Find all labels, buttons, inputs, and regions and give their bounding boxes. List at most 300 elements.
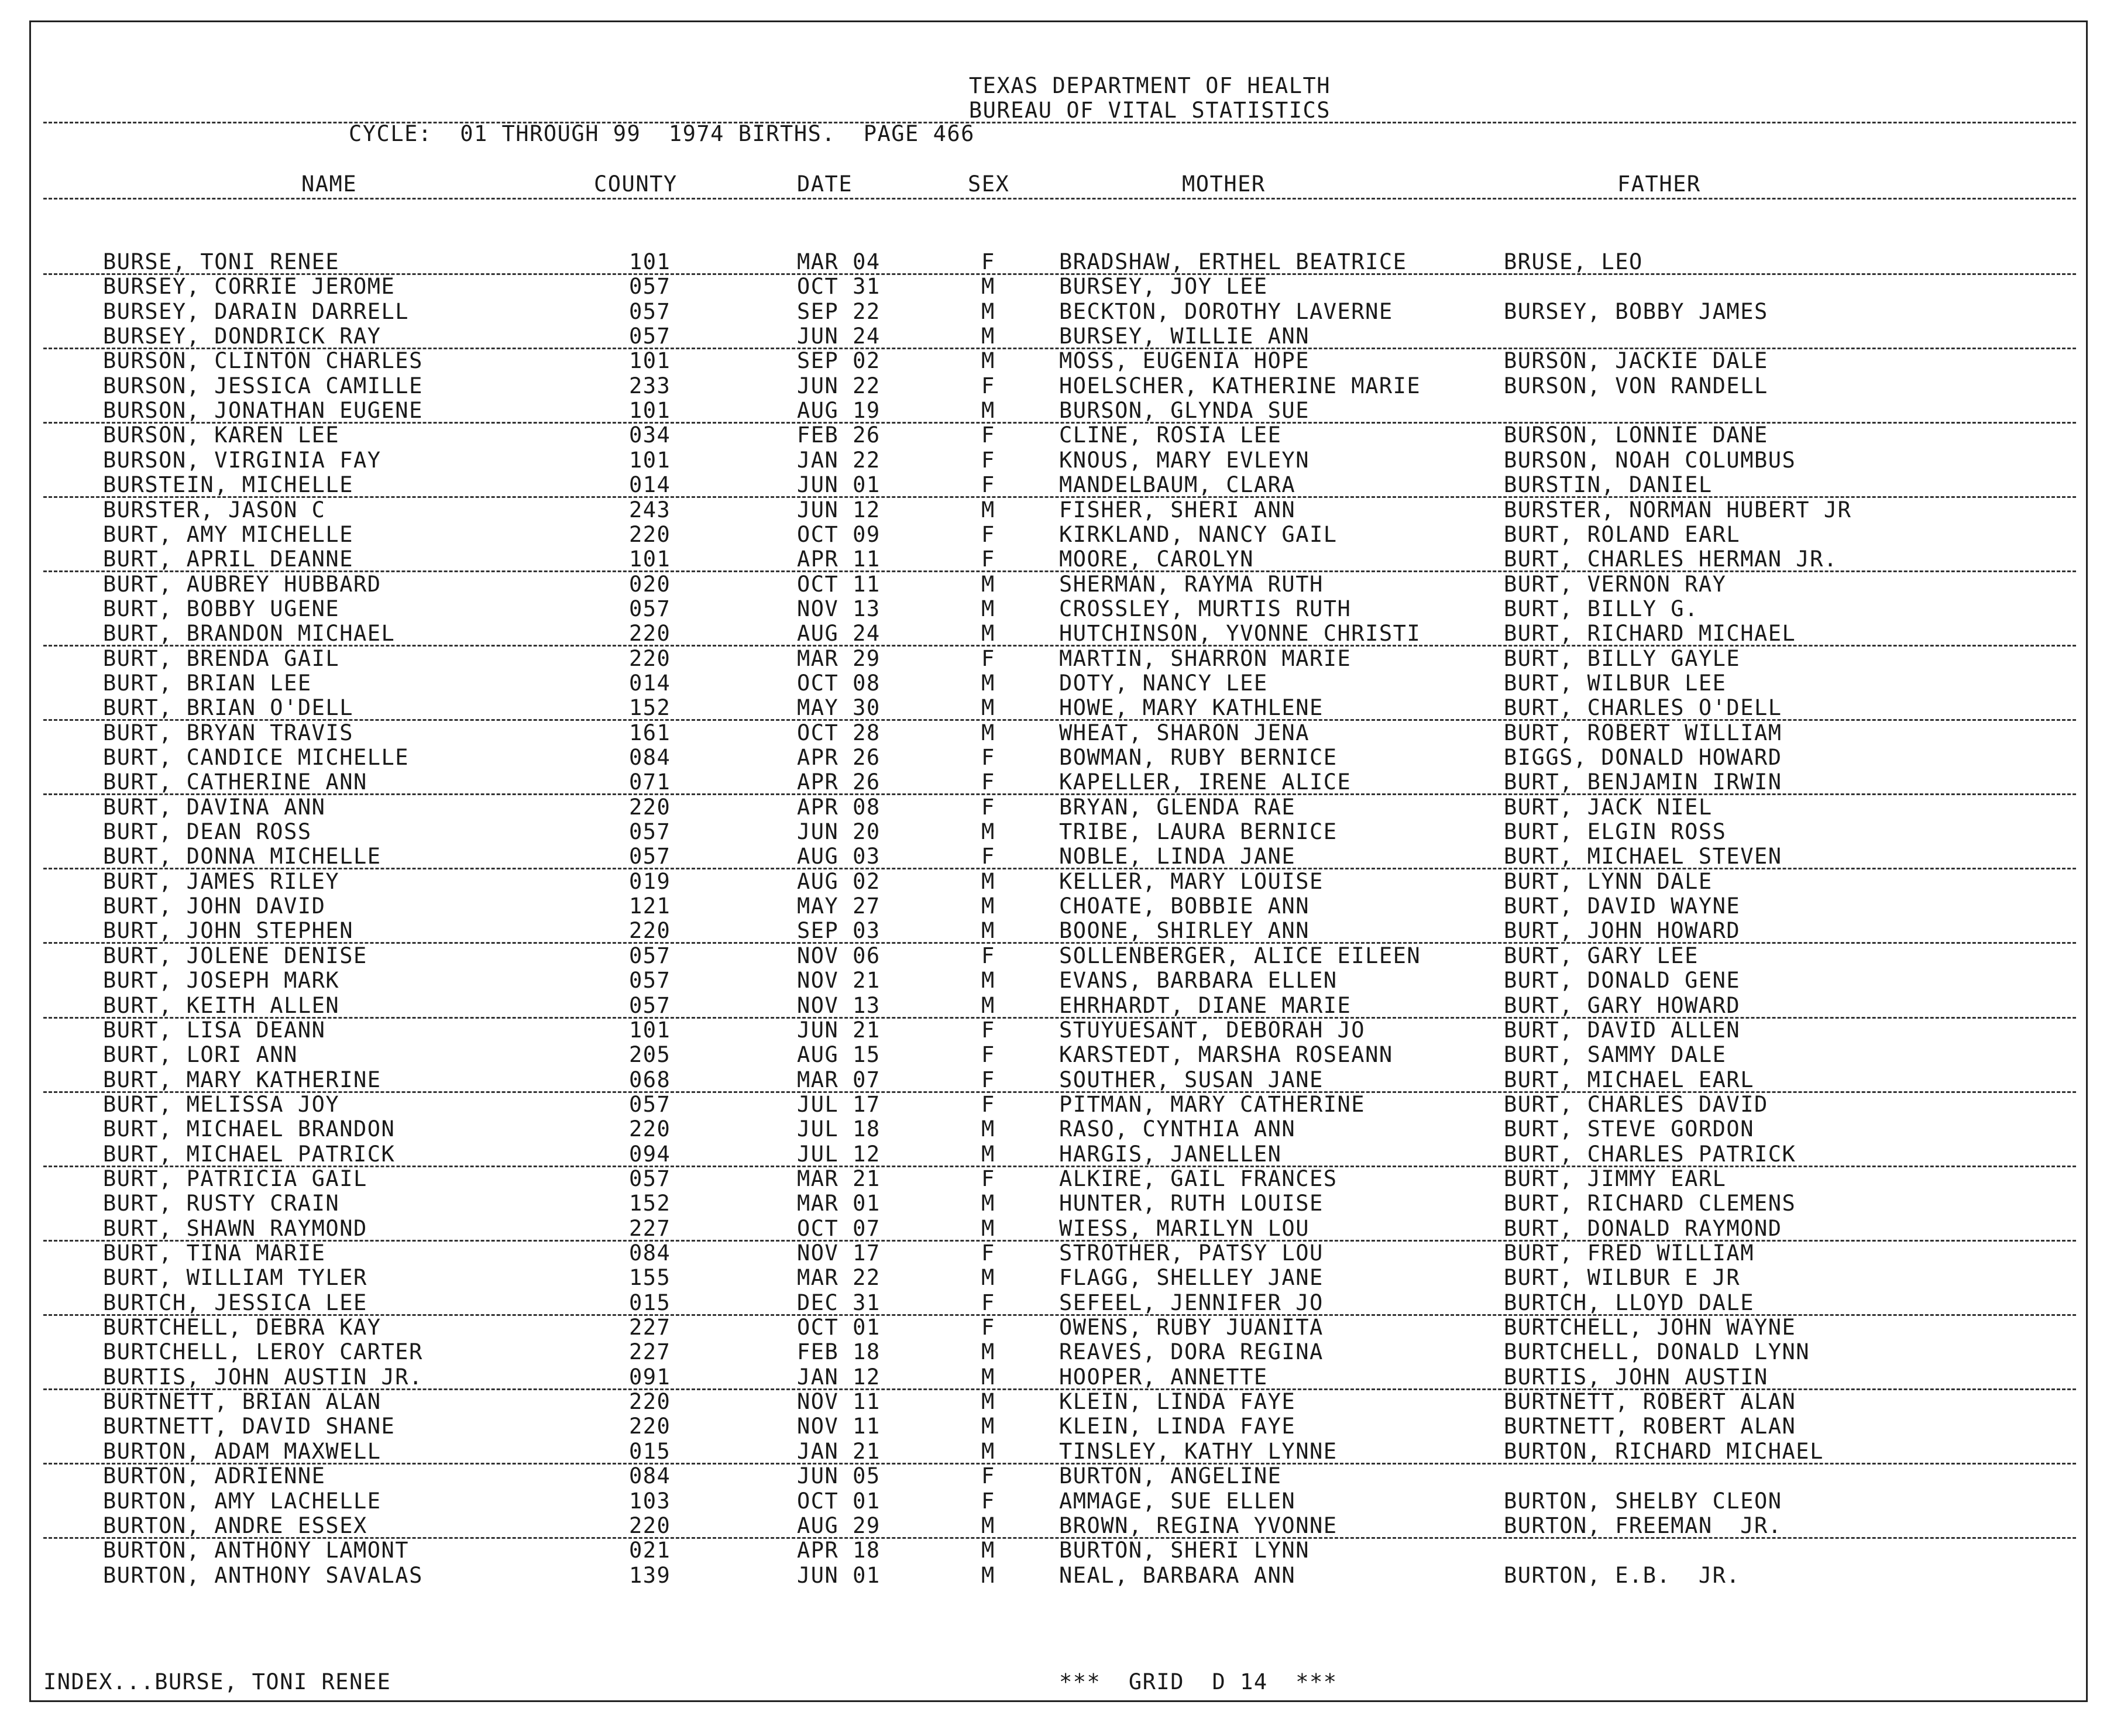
- cell-mother: HARGIS, JANELLEN: [1059, 1141, 1282, 1167]
- table-row: [0, 1216, 2117, 1241]
- cell-date: AUG 29: [797, 1512, 881, 1538]
- cell-mother: KLEIN, LINDA FAYE: [1059, 1389, 1296, 1415]
- cell-county: 057: [629, 943, 671, 968]
- cell-county: 057: [629, 298, 671, 324]
- cell-name: BURTNETT, DAVID SHANE: [103, 1414, 396, 1439]
- cell-date: AUG 15: [797, 1042, 881, 1068]
- cell-sex: M: [981, 348, 995, 374]
- cell-date: AUG 02: [797, 868, 881, 894]
- cell-date: JUN 22: [797, 373, 881, 398]
- cell-sex: M: [981, 1215, 995, 1241]
- cell-name: BURT, CANDICE MICHELLE: [103, 745, 410, 770]
- cell-sex: M: [981, 324, 995, 349]
- cell-father: BURT, RICHARD CLEMENS: [1504, 1191, 1796, 1216]
- cell-date: NOV 11: [797, 1389, 881, 1415]
- table-row: [0, 671, 2117, 696]
- cell-father: BURTCHELL, JOHN WAYNE: [1504, 1315, 1796, 1340]
- cell-mother: KARSTEDT, MARSHA ROSEANN: [1059, 1042, 1393, 1068]
- cell-father: BURT, JOHN HOWARD: [1504, 918, 1741, 944]
- cell-date: MAR 29: [797, 645, 881, 671]
- cell-mother: BROWN, REGINA YVONNE: [1059, 1512, 1338, 1538]
- table-row: [0, 547, 2117, 572]
- cell-sex: F: [981, 1315, 995, 1340]
- cell-father: BURSEY, BOBBY JAMES: [1504, 298, 1768, 324]
- cell-county: 019: [629, 868, 671, 894]
- cell-date: NOV 17: [797, 1240, 881, 1266]
- cell-father: BURTIS, JOHN AUSTIN: [1504, 1364, 1768, 1390]
- cell-sex: F: [981, 794, 995, 820]
- cell-father: BURT, STEVE GORDON: [1504, 1116, 1754, 1142]
- cell-county: 057: [629, 324, 671, 349]
- cell-county: 220: [629, 1414, 671, 1439]
- cell-mother: KLEIN, LINDA FAYE: [1059, 1414, 1296, 1439]
- cell-date: MAR 22: [797, 1265, 881, 1291]
- cell-county: 220: [629, 1116, 671, 1142]
- cell-sex: M: [981, 1562, 995, 1588]
- cell-date: SEP 03: [797, 918, 881, 944]
- cell-county: 020: [629, 571, 671, 597]
- cell-mother: BURSON, GLYNDA SUE: [1059, 398, 1310, 424]
- cell-father: BURSTIN, DANIEL: [1504, 472, 1713, 498]
- table-row: [0, 324, 2117, 349]
- table-row: [0, 1068, 2117, 1092]
- cell-name: BURTCHELL, DEBRA KAY: [103, 1315, 382, 1340]
- cell-mother: FISHER, SHERI ANN: [1059, 497, 1296, 522]
- cell-sex: M: [981, 819, 995, 845]
- cell-name: BURSTER, JASON C: [103, 497, 326, 522]
- table-row: [0, 1092, 2117, 1117]
- cell-name: BURT, KEITH ALLEN: [103, 992, 340, 1018]
- cell-county: 220: [629, 645, 671, 671]
- cell-county: 101: [629, 447, 671, 473]
- cell-county: 071: [629, 769, 671, 795]
- cell-sex: F: [981, 745, 995, 770]
- table-row: [0, 844, 2117, 869]
- cell-name: BURTCHELL, LEROY CARTER: [103, 1339, 423, 1365]
- cell-father: BURTON, RICHARD MICHAEL: [1504, 1438, 1824, 1464]
- cell-father: BURTNETT, ROBERT ALAN: [1504, 1414, 1796, 1439]
- table-row: [0, 1191, 2117, 1216]
- cell-date: FEB 18: [797, 1339, 881, 1365]
- cell-date: APR 11: [797, 546, 881, 572]
- cell-mother: BECKTON, DOROTHY LAVERNE: [1059, 298, 1393, 324]
- cell-county: 220: [629, 794, 671, 820]
- cell-county: 161: [629, 720, 671, 745]
- cell-name: BURT, TINA MARIE: [103, 1240, 326, 1266]
- cell-date: NOV 13: [797, 596, 881, 621]
- cell-father: BURT, MICHAEL STEVEN: [1504, 844, 1782, 869]
- cell-mother: SEFEEL, JENNIFER JO: [1059, 1290, 1324, 1315]
- cell-county: 227: [629, 1339, 671, 1365]
- cell-date: OCT 31: [797, 274, 881, 300]
- cell-mother: WHEAT, SHARON JENA: [1059, 720, 1310, 745]
- cell-date: APR 08: [797, 794, 881, 820]
- table-row: [0, 1489, 2117, 1514]
- cell-father: BIGGS, DONALD HOWARD: [1504, 745, 1782, 770]
- cell-sex: F: [981, 1042, 995, 1068]
- cell-date: JUL 12: [797, 1141, 881, 1167]
- table-row: [0, 894, 2117, 919]
- cell-mother: PITMAN, MARY CATHERINE: [1059, 1091, 1366, 1117]
- cell-sex: F: [981, 249, 995, 274]
- table-row: [0, 696, 2117, 720]
- table-row: [0, 968, 2117, 993]
- cell-mother: SOLLENBERGER, ALICE EILEEN: [1059, 943, 1421, 968]
- cell-mother: FLAGG, SHELLEY JANE: [1059, 1265, 1324, 1291]
- cell-name: BURSON, JESSICA CAMILLE: [103, 373, 423, 398]
- cell-father: BURT, DAVID ALLEN: [1504, 1017, 1741, 1043]
- cell-date: SEP 02: [797, 348, 881, 374]
- cell-sex: M: [981, 1389, 995, 1415]
- cell-name: BURT, CATHERINE ANN: [103, 769, 367, 795]
- cell-mother: CROSSLEY, MURTIS RUTH: [1059, 596, 1352, 621]
- cell-name: BURSON, VIRGINIA FAY: [103, 447, 382, 473]
- cell-county: 094: [629, 1141, 671, 1167]
- table-row: [0, 1340, 2117, 1364]
- cell-date: OCT 11: [797, 571, 881, 597]
- cell-date: MAY 30: [797, 695, 881, 721]
- cell-mother: SOUTHER, SUSAN JANE: [1059, 1067, 1324, 1092]
- cell-date: JAN 12: [797, 1364, 881, 1390]
- cell-county: 014: [629, 472, 671, 498]
- cell-name: BURT, MARY KATHERINE: [103, 1067, 382, 1092]
- column-header-father: FATHER: [1617, 171, 1701, 197]
- cell-date: MAY 27: [797, 893, 881, 919]
- cell-name: BURT, MICHAEL BRANDON: [103, 1116, 396, 1142]
- cell-date: JUN 05: [797, 1463, 881, 1489]
- cell-county: 057: [629, 819, 671, 845]
- cell-sex: F: [981, 769, 995, 795]
- cell-father: BURSON, NOAH COLUMBUS: [1504, 447, 1796, 473]
- cell-father: BURSON, LONNIE DANE: [1504, 422, 1768, 448]
- cell-date: JUL 18: [797, 1116, 881, 1142]
- cell-father: BURT, CHARLES O'DELL: [1504, 695, 1782, 721]
- cell-mother: CHOATE, BOBBIE ANN: [1059, 893, 1310, 919]
- cell-name: BURT, AMY MICHELLE: [103, 521, 353, 547]
- cell-county: 101: [629, 1017, 671, 1043]
- cell-sex: M: [981, 695, 995, 721]
- cell-county: 021: [629, 1538, 671, 1563]
- cell-county: 057: [629, 1166, 671, 1191]
- cell-date: OCT 07: [797, 1215, 881, 1241]
- cell-mother: KNOUS, MARY EVLEYN: [1059, 447, 1310, 473]
- table-row: [0, 1142, 2117, 1167]
- cell-sex: M: [981, 1191, 995, 1216]
- cell-county: 091: [629, 1364, 671, 1390]
- cell-sex: F: [981, 1463, 995, 1489]
- cell-date: OCT 01: [797, 1488, 881, 1514]
- cell-sex: F: [981, 1488, 995, 1514]
- cell-name: BURSE, TONI RENEE: [103, 249, 340, 274]
- cell-date: MAR 21: [797, 1166, 881, 1191]
- cell-date: OCT 01: [797, 1315, 881, 1340]
- table-row: [0, 1167, 2117, 1191]
- cell-mother: BRYAN, GLENDA RAE: [1059, 794, 1296, 820]
- cell-mother: STUYUESANT, DEBORAH JO: [1059, 1017, 1366, 1043]
- column-header-county: COUNTY: [594, 171, 678, 197]
- cell-father: BURTNETT, ROBERT ALAN: [1504, 1389, 1796, 1415]
- cell-father: BURT, BENJAMIN IRWIN: [1504, 769, 1782, 795]
- cell-date: JUL 17: [797, 1091, 881, 1117]
- cell-date: JUN 12: [797, 497, 881, 522]
- table-row: [0, 1241, 2117, 1266]
- cell-mother: MOSS, EUGENIA HOPE: [1059, 348, 1310, 374]
- cell-name: BURT, RUSTY CRAIN: [103, 1191, 340, 1216]
- cell-mother: DOTY, NANCY LEE: [1059, 670, 1268, 696]
- cell-sex: M: [981, 1364, 995, 1390]
- cell-name: BURTON, ANTHONY SAVALAS: [103, 1562, 423, 1588]
- cell-sex: F: [981, 645, 995, 671]
- table-row: [0, 274, 2117, 299]
- cell-father: BURSTER, NORMAN HUBERT JR: [1504, 497, 1852, 522]
- cell-sex: F: [981, 1240, 995, 1266]
- cell-name: BURT, BRIAN LEE: [103, 670, 312, 696]
- cell-name: BURT, PATRICIA GAIL: [103, 1166, 367, 1191]
- cell-name: BURSON, KAREN LEE: [103, 422, 340, 448]
- cell-name: BURT, LORI ANN: [103, 1042, 298, 1068]
- column-header-mother: MOTHER: [1182, 171, 1266, 197]
- cell-father: BURT, RICHARD MICHAEL: [1504, 621, 1796, 647]
- cell-name: BURT, JOLENE DENISE: [103, 943, 367, 968]
- table-row: [0, 300, 2117, 324]
- cell-name: BURTCH, JESSICA LEE: [103, 1290, 367, 1315]
- cell-date: APR 26: [797, 745, 881, 770]
- cell-sex: M: [981, 670, 995, 696]
- cell-county: 220: [629, 1389, 671, 1415]
- cell-father: BURT, JACK NIEL: [1504, 794, 1713, 820]
- cell-mother: HOOPER, ANNETTE: [1059, 1364, 1268, 1390]
- cell-name: BURT, DAVINA ANN: [103, 794, 326, 820]
- cell-date: JUN 01: [797, 1562, 881, 1588]
- cell-date: JUN 24: [797, 324, 881, 349]
- cell-date: AUG 24: [797, 621, 881, 647]
- cell-father: BURTCHELL, DONALD LYNN: [1504, 1339, 1810, 1365]
- cell-date: JUN 20: [797, 819, 881, 845]
- table-row: [0, 1439, 2117, 1464]
- cell-date: AUG 03: [797, 844, 881, 869]
- cell-mother: OWENS, RUBY JUANITA: [1059, 1315, 1324, 1340]
- cell-mother: BURTON, ANGELINE: [1059, 1463, 1282, 1489]
- table-row: [0, 423, 2117, 448]
- cell-date: MAR 01: [797, 1191, 881, 1216]
- cell-county: 220: [629, 918, 671, 944]
- cell-father: BURT, GARY HOWARD: [1504, 992, 1741, 1018]
- cell-sex: M: [981, 1141, 995, 1167]
- cell-sex: F: [981, 943, 995, 968]
- cell-sex: M: [981, 571, 995, 597]
- cell-father: BURT, BILLY GAYLE: [1504, 645, 1741, 671]
- cell-county: 101: [629, 546, 671, 572]
- cell-county: 084: [629, 1463, 671, 1489]
- table-row: [0, 919, 2117, 943]
- cell-county: 057: [629, 274, 671, 300]
- cell-name: BURT, JAMES RILEY: [103, 868, 340, 894]
- cell-mother: HOELSCHER, KATHERINE MARIE: [1059, 373, 1421, 398]
- cell-county: 152: [629, 1191, 671, 1216]
- column-header-sex: SEX: [968, 171, 1010, 197]
- column-header-divider: [43, 198, 2076, 200]
- table-row: [0, 944, 2117, 968]
- cell-father: BURT, ROBERT WILLIAM: [1504, 720, 1782, 745]
- cell-sex: M: [981, 992, 995, 1018]
- cell-date: JAN 22: [797, 447, 881, 473]
- table-row: [0, 1117, 2117, 1142]
- cell-county: 057: [629, 596, 671, 621]
- cell-date: OCT 08: [797, 670, 881, 696]
- cell-county: 243: [629, 497, 671, 522]
- cell-sex: F: [981, 1091, 995, 1117]
- cell-name: BURT, AUBREY HUBBARD: [103, 571, 382, 597]
- grid-label: *** GRID D 14 ***: [1059, 1669, 1338, 1694]
- cell-county: 233: [629, 373, 671, 398]
- cell-sex: F: [981, 844, 995, 869]
- cell-name: BURSEY, DONDRICK RAY: [103, 324, 382, 349]
- cell-name: BURT, LISA DEANN: [103, 1017, 326, 1043]
- table-row: [0, 994, 2117, 1018]
- cell-sex: M: [981, 274, 995, 300]
- cell-father: BURT, BILLY G.: [1504, 596, 1699, 621]
- cell-sex: F: [981, 373, 995, 398]
- cell-name: BURT, APRIL DEANNE: [103, 546, 353, 572]
- cell-father: BURT, MICHAEL EARL: [1504, 1067, 1754, 1092]
- cell-county: 220: [629, 621, 671, 647]
- table-row: [0, 721, 2117, 745]
- cell-name: BURSON, CLINTON CHARLES: [103, 348, 423, 374]
- table-row: [0, 745, 2117, 770]
- cell-sex: F: [981, 447, 995, 473]
- cell-father: BURT, GARY LEE: [1504, 943, 1699, 968]
- cell-father: BURSON, JACKIE DALE: [1504, 348, 1768, 374]
- cell-name: BURT, DONNA MICHELLE: [103, 844, 382, 869]
- cell-county: 101: [629, 249, 671, 274]
- table-row: [0, 1414, 2117, 1439]
- table-row: [0, 1514, 2117, 1538]
- table-row: [0, 1291, 2117, 1315]
- cell-father: BURT, CHARLES DAVID: [1504, 1091, 1768, 1117]
- cell-county: 084: [629, 745, 671, 770]
- cell-sex: M: [981, 298, 995, 324]
- cell-county: 015: [629, 1438, 671, 1464]
- bureau-title: BUREAU OF VITAL STATISTICS: [968, 98, 1331, 123]
- cell-county: 101: [629, 398, 671, 424]
- cell-father: BURT, DONALD GENE: [1504, 968, 1741, 994]
- cell-sex: M: [981, 868, 995, 894]
- cell-date: OCT 09: [797, 521, 881, 547]
- cell-date: NOV 06: [797, 943, 881, 968]
- cell-mother: BOWMAN, RUBY BERNICE: [1059, 745, 1338, 770]
- cell-name: BURT, BRANDON MICHAEL: [103, 621, 396, 647]
- cell-date: NOV 13: [797, 992, 881, 1018]
- cell-mother: TINSLEY, KATHY LYNNE: [1059, 1438, 1338, 1464]
- table-row: [0, 647, 2117, 671]
- cell-date: JUN 21: [797, 1017, 881, 1043]
- table-row: [0, 1563, 2117, 1588]
- cell-sex: F: [981, 1067, 995, 1092]
- cell-name: BURT, BOBBY UGENE: [103, 596, 340, 621]
- cell-name: BURT, BRIAN O'DELL: [103, 695, 353, 721]
- cell-sex: F: [981, 422, 995, 448]
- cycle-line: CYCLE: 01 THROUGH 99 1974 BIRTHS. PAGE 466: [349, 121, 975, 146]
- cell-father: BURTCH, LLOYD DALE: [1504, 1290, 1754, 1315]
- cell-mother: STROTHER, PATSY LOU: [1059, 1240, 1324, 1266]
- cell-father: BURT, WILBUR LEE: [1504, 670, 1727, 696]
- cell-name: BURTNETT, BRIAN ALAN: [103, 1389, 382, 1415]
- cell-county: 220: [629, 521, 671, 547]
- cell-name: BURT, MICHAEL PATRICK: [103, 1141, 396, 1167]
- cell-sex: M: [981, 1512, 995, 1538]
- table-row: [0, 398, 2117, 423]
- cell-name: BURT, JOHN DAVID: [103, 893, 326, 919]
- cell-name: BURT, MELISSA JOY: [103, 1091, 340, 1117]
- cell-mother: REAVES, DORA REGINA: [1059, 1339, 1324, 1365]
- cell-date: AUG 19: [797, 398, 881, 424]
- cell-name: BURT, JOHN STEPHEN: [103, 918, 353, 944]
- table-row: [0, 770, 2117, 795]
- cell-county: 068: [629, 1067, 671, 1092]
- cell-date: JAN 21: [797, 1438, 881, 1464]
- cell-name: BURT, SHAWN RAYMOND: [103, 1215, 367, 1241]
- cell-county: 014: [629, 670, 671, 696]
- cell-county: 152: [629, 695, 671, 721]
- cell-mother: RASO, CYNTHIA ANN: [1059, 1116, 1296, 1142]
- cell-sex: F: [981, 521, 995, 547]
- cell-mother: MARTIN, SHARRON MARIE: [1059, 645, 1352, 671]
- cell-mother: EVANS, BARBARA ELLEN: [1059, 968, 1338, 994]
- table-row: [0, 1390, 2117, 1414]
- cell-sex: F: [981, 1017, 995, 1043]
- cell-sex: M: [981, 720, 995, 745]
- table-row: [0, 795, 2117, 820]
- cell-county: 121: [629, 893, 671, 919]
- cell-name: BURT, DEAN ROSS: [103, 819, 312, 845]
- cell-mother: BRADSHAW, ERTHEL BEATRICE: [1059, 249, 1407, 274]
- cell-sex: M: [981, 918, 995, 944]
- cell-mother: MANDELBAUM, CLARA: [1059, 472, 1296, 498]
- cell-date: APR 18: [797, 1538, 881, 1563]
- cell-mother: HUTCHINSON, YVONNE CHRISTI: [1059, 621, 1421, 647]
- cell-mother: NEAL, BARBARA ANN: [1059, 1562, 1296, 1588]
- cell-county: 084: [629, 1240, 671, 1266]
- table-row: [0, 572, 2117, 597]
- table-row: [0, 1365, 2117, 1390]
- table-row: [0, 820, 2117, 844]
- cell-father: BURSON, VON RANDELL: [1504, 373, 1768, 398]
- cell-father: BURTON, SHELBY CLEON: [1504, 1488, 1782, 1514]
- column-header-date: DATE: [797, 171, 853, 197]
- cell-name: BURTON, ADAM MAXWELL: [103, 1438, 382, 1464]
- cell-sex: F: [981, 1290, 995, 1315]
- cell-county: 205: [629, 1042, 671, 1068]
- cell-date: NOV 11: [797, 1414, 881, 1439]
- table-row: [0, 522, 2117, 547]
- cell-date: JUN 01: [797, 472, 881, 498]
- cell-father: BURT, FRED WILLIAM: [1504, 1240, 1754, 1266]
- cell-name: BURT, BRENDA GAIL: [103, 645, 340, 671]
- cell-county: 034: [629, 422, 671, 448]
- cell-name: BURTON, ANTHONY LAMONT: [103, 1538, 410, 1563]
- cell-name: BURSTEIN, MICHELLE: [103, 472, 353, 498]
- cell-father: BURT, CHARLES PATRICK: [1504, 1141, 1796, 1167]
- cell-sex: M: [981, 621, 995, 647]
- cell-father: BURT, VERNON RAY: [1504, 571, 1727, 597]
- cell-father: BURTON, FREEMAN JR.: [1504, 1512, 1782, 1538]
- cell-mother: NOBLE, LINDA JANE: [1059, 844, 1296, 869]
- cell-mother: KELLER, MARY LOUISE: [1059, 868, 1324, 894]
- cell-county: 220: [629, 1512, 671, 1538]
- table-row: [0, 498, 2117, 522]
- cell-sex: F: [981, 472, 995, 498]
- cell-father: BURT, LYNN DALE: [1504, 868, 1713, 894]
